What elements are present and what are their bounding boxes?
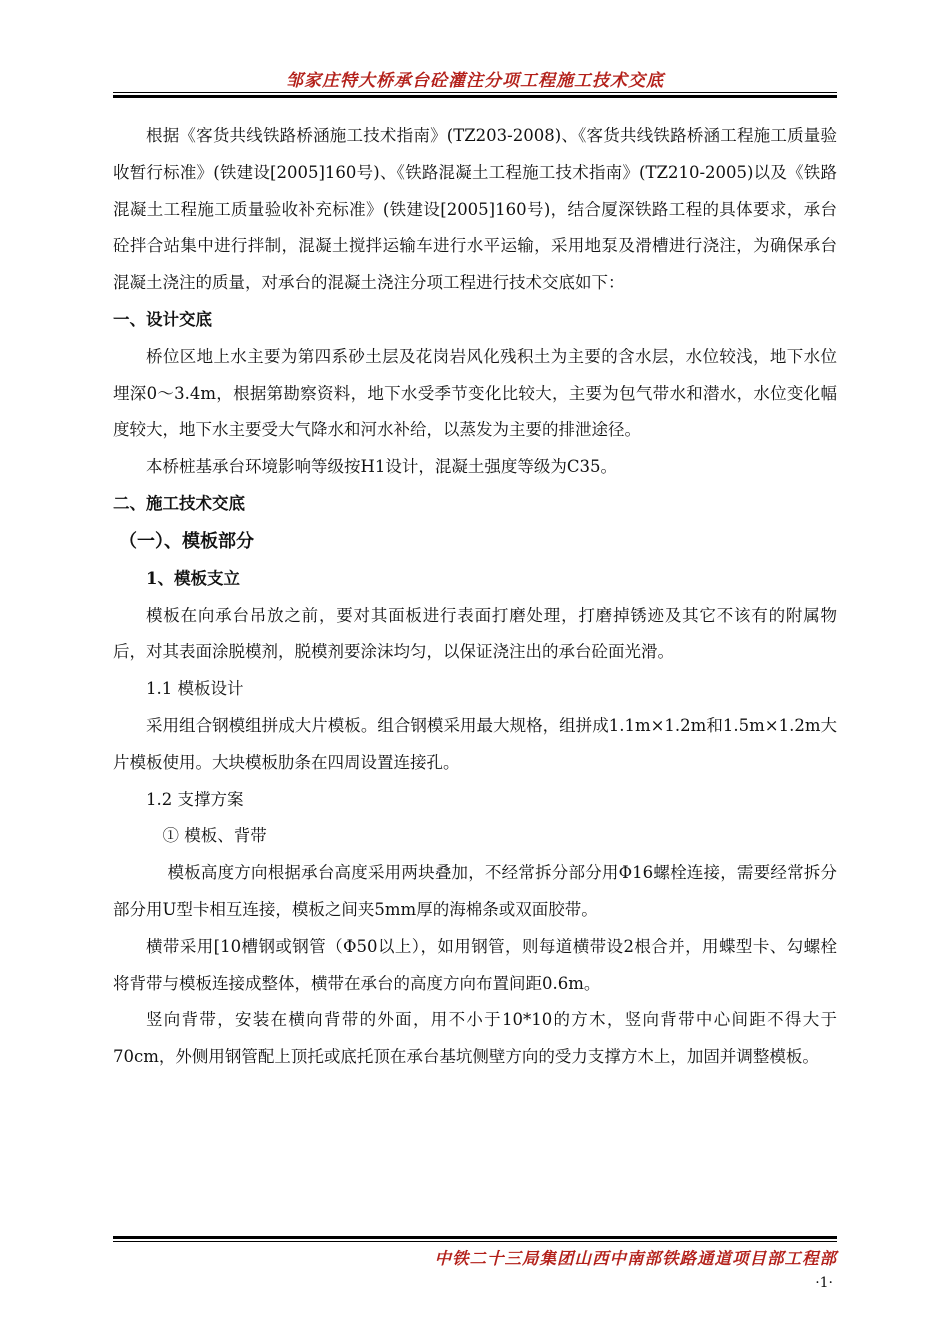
- section-construction-heading: 二、施工技术交底: [113, 493, 245, 513]
- design-paragraph-grade: 本桥桩基承台环境影响等级按H1设计，混凝土强度等级为C35。: [146, 457, 618, 477]
- formwork-erection-paragraph: 模板在向承台吊放之前，要对其面板进行表面打磨处理，打磨掉锈迹及其它不该有的附属物后，对其表面涂脱模剂，脱模剂要涂沫均匀，以保证浇注出的承台砼面光滑。: [113, 605, 837, 662]
- subsection-formwork-heading: （一）、模板部分: [119, 530, 254, 552]
- design-paragraph-groundwater: 桥位区地上水主要为第四系砂土层及花岗岩风化残积土为主要的含水层，水位较浅，地下水位埋深0～3.4m，根据第勘察资料，地下水受季节变化比较大，主要为包气带水和潜水，水位变化幅度较大，地下水主要受大气降水和河水补给，以蒸发为主要的排泄途径。: [113, 346, 837, 440]
- formwork-design-heading: 1.1 模板设计: [146, 679, 244, 699]
- section-design-heading: 一、设计交底: [113, 309, 212, 329]
- footer-rule-thick: [113, 1236, 837, 1239]
- support-scheme-heading: 1.2 支撑方案: [146, 789, 244, 809]
- point-formwork-belt-heading: ① 模板、背带: [162, 826, 267, 846]
- header-rule-thin: [113, 92, 837, 93]
- document-body: [113, 118, 837, 1076]
- item-formwork-erection-heading: 1、模板支立: [146, 568, 240, 588]
- intro-paragraph: 根据《客货共线铁路桥涵施工技术指南》(TZ203-2008)、《客货共线铁路桥涵工程施工质量验收暂行标准》(铁建设[2005]160号)、《铁路混凝土工程施工技术指南》(TZ210-2005)以及《铁路混凝土工程施工质量验收补充标准》(铁建设[2005]160号)，结合厦深铁路工程的具体要求，承台砼拌合站集中进行拌制，混凝土搅拌运输车进行水平运输，采用地泵及滑槽进行浇注，为确保承台混凝土浇注的质量，对承台的混凝土浇注分项工程进行技术交底如下：: [113, 126, 837, 293]
- header-rule-thick: [113, 95, 837, 98]
- formwork-design-paragraph: 采用组合钢模组拼成大片模板。组合钢模采用最大规格，组拼成1.1m×1.2m和1.5m×1.2m大片模板使用。大块模板肋条在四周设置连接孔。: [113, 715, 837, 772]
- footer-rule-thin: [113, 1241, 837, 1242]
- point-formwork-belt-paragraph-3: 竖向背带，安装在横向背带的外面，用不小于10*10的方木，竖向背带中心间距不得大于70cm，外侧用钢管配上顶托或底托顶在承台基坑侧壁方向的受力支撑方木上，加固并调整模板。: [113, 1010, 837, 1067]
- footer-organization: 中铁二十三局集团山西中南部铁路通道项目部工程部: [434, 1249, 837, 1268]
- page-number: ·1·: [815, 1275, 833, 1291]
- point-formwork-belt-paragraph-2: 横带采用[10槽钢或钢管（Φ50以上），如用钢管，则每道横带设2根合并，用蝶型卡、勾螺栓将背带与模板连接成整体，横带在承台的高度方向布置间距0.6m。: [113, 936, 837, 993]
- document-header-title: 邹家庄特大桥承台砼灌注分项工程施工技术交底: [286, 71, 664, 91]
- point-formwork-belt-paragraph-1: 模板高度方向根据承台高度采用两块叠加，不经常拆分部分用Φ16螺栓连接，需要经常拆分部分用U型卡相互连接，模板之间夹5mm厚的海棉条或双面胶带。: [113, 863, 837, 919]
